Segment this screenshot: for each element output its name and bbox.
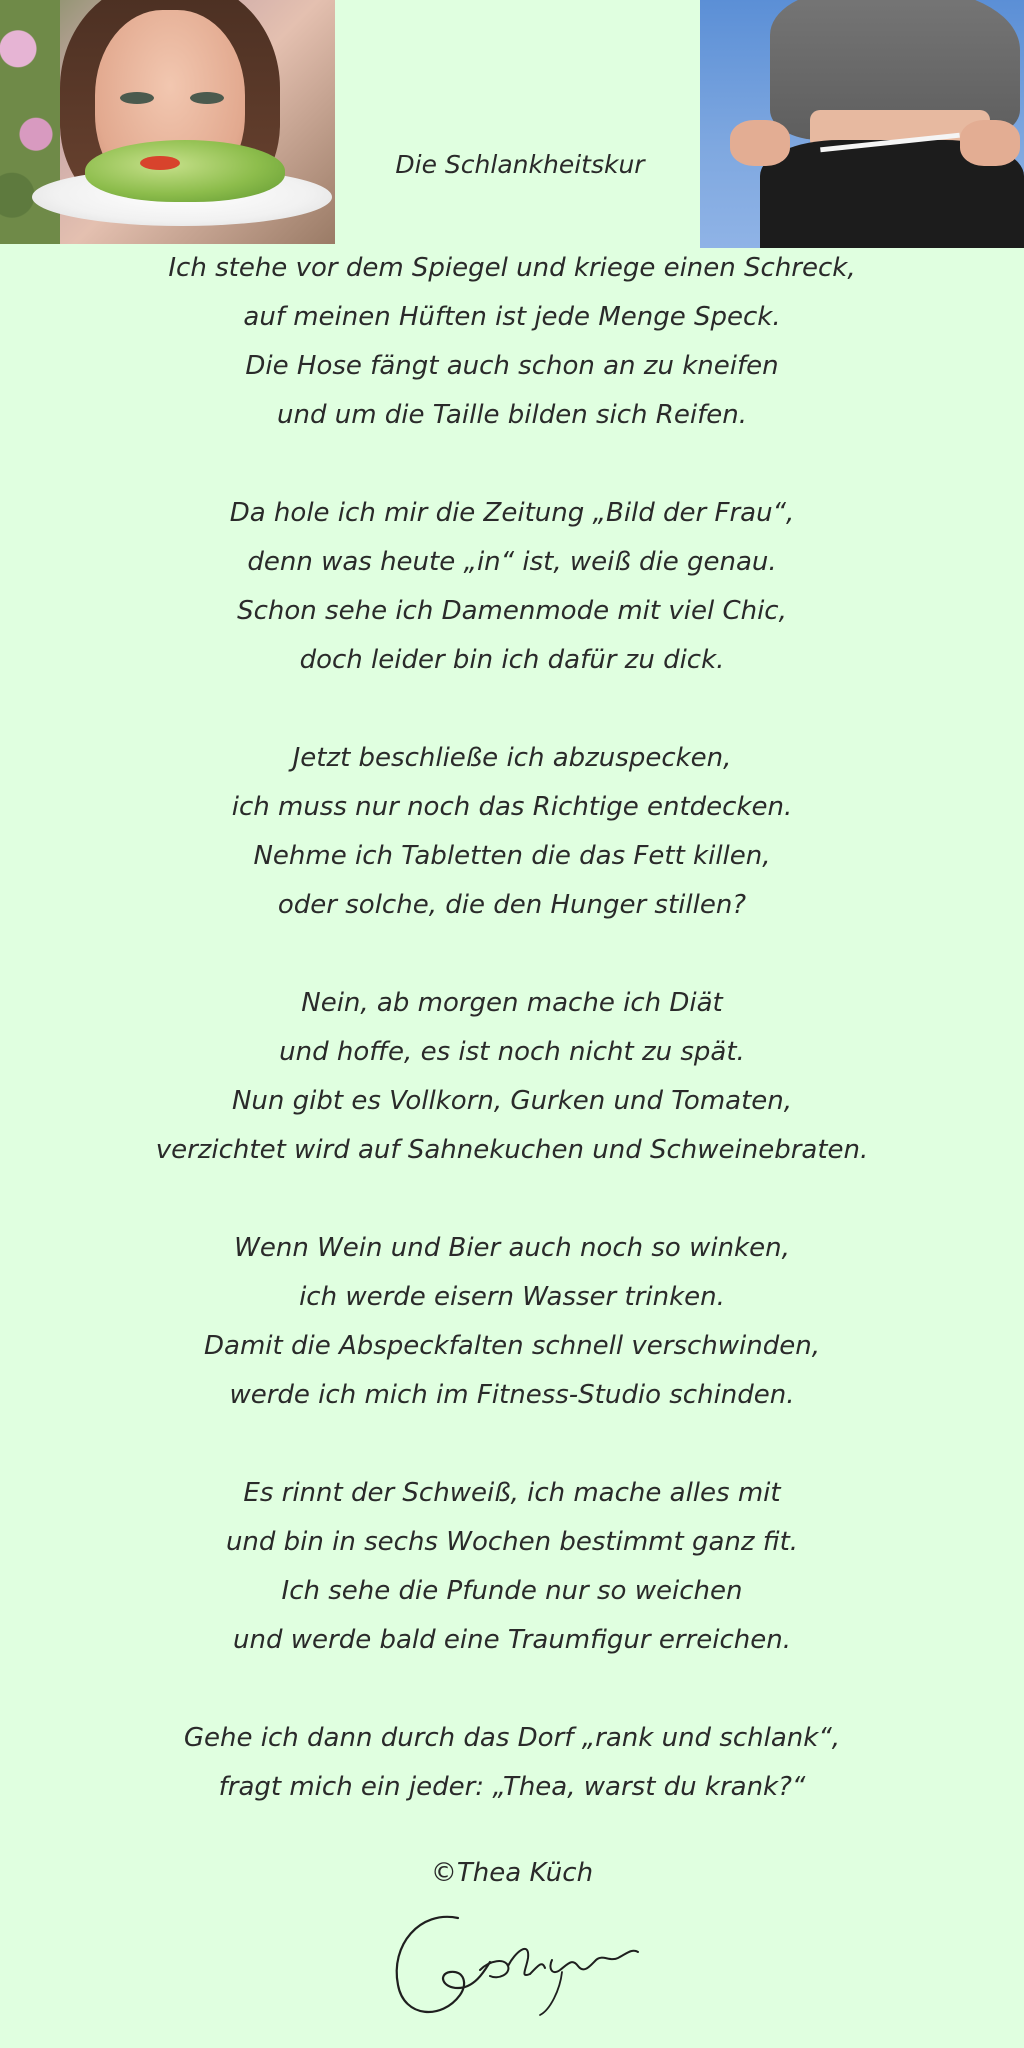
stanza <box>40 1714 984 1812</box>
poem-line: ich werde eisern Wasser trinken. <box>299 1282 725 1312</box>
poem-line: und werde bald eine Traumfigur erreichen. <box>233 1625 791 1655</box>
poem-line: Es rinnt der Schweiß, ich mache alles mit <box>243 1478 781 1508</box>
author-credit: ©Thea Küch <box>430 1858 594 1888</box>
poem-line: werde ich mich im Fitness-Studio schinden. <box>229 1380 795 1410</box>
photo-waist-measuring <box>700 0 1024 248</box>
right-hand <box>960 120 1020 166</box>
poem-line: Nehme ich Tabletten die das Fett killen, <box>253 841 771 871</box>
stanza <box>40 979 984 1175</box>
left-hand <box>730 120 790 166</box>
poem-line: doch leider bin ich dafür zu dick. <box>299 645 725 675</box>
stanza <box>40 734 984 930</box>
gedichtezauber-signature-logo <box>380 1900 650 2030</box>
poem-line: Damit die Abspeckfalten schnell verschwinden, <box>204 1331 820 1361</box>
poem-line: Jetzt beschließe ich abzuspecken, <box>292 743 732 773</box>
stanza <box>40 1224 984 1420</box>
tomato <box>140 156 180 170</box>
poem-line: Die Hose fängt auch schon an zu kneifen <box>245 351 779 381</box>
poem-line: Ich sehe die Pfunde nur so weichen <box>281 1576 743 1606</box>
poem-line: Wenn Wein und Bier auch noch so winken, <box>234 1233 790 1263</box>
poem-line: fragt mich ein jeder: „Thea, warst du krank?“ <box>218 1772 806 1802</box>
poem-line: Nein, ab morgen mache ich Diät <box>301 988 723 1018</box>
stanza <box>40 1469 984 1665</box>
poem-line: Gehe ich dann durch das Dorf „rank und schlank“, <box>183 1723 841 1753</box>
poem-line: Schon sehe ich Damenmode mit viel Chic, <box>237 596 787 626</box>
poem-line: Nun gibt es Vollkorn, Gurken und Tomaten, <box>231 1086 793 1116</box>
salad <box>85 140 285 202</box>
left-eye <box>120 92 154 104</box>
poem-body <box>40 244 984 1861</box>
poem-line: Ich stehe vor dem Spiegel und kriege einen Schreck, <box>168 253 856 283</box>
poem-line: und bin in sechs Wochen bestimmt ganz fit. <box>225 1527 799 1557</box>
poem-line: und hoffe, es ist noch nicht zu spät. <box>279 1037 745 1067</box>
stanza <box>40 244 984 440</box>
poem-line: denn was heute „in“ ist, weiß die genau. <box>247 547 777 577</box>
poem-line: verzichtet wird auf Sahnekuchen und Schweinebraten. <box>155 1135 869 1165</box>
poem-line: ich muss nur noch das Richtige entdecken. <box>231 792 793 822</box>
poem-title: Die Schlankheitskur <box>395 150 645 179</box>
poem-line: und um die Taille bilden sich Reifen. <box>277 400 747 430</box>
right-eye <box>190 92 224 104</box>
poem-line: auf meinen Hüften ist jede Menge Speck. <box>243 302 781 332</box>
photo-woman-with-salad <box>0 0 335 244</box>
poem-line: oder solche, die den Hunger stillen? <box>277 890 747 920</box>
stanza <box>40 489 984 685</box>
poem-line: Da hole ich mir die Zeitung „Bild der Frau“, <box>229 498 795 528</box>
